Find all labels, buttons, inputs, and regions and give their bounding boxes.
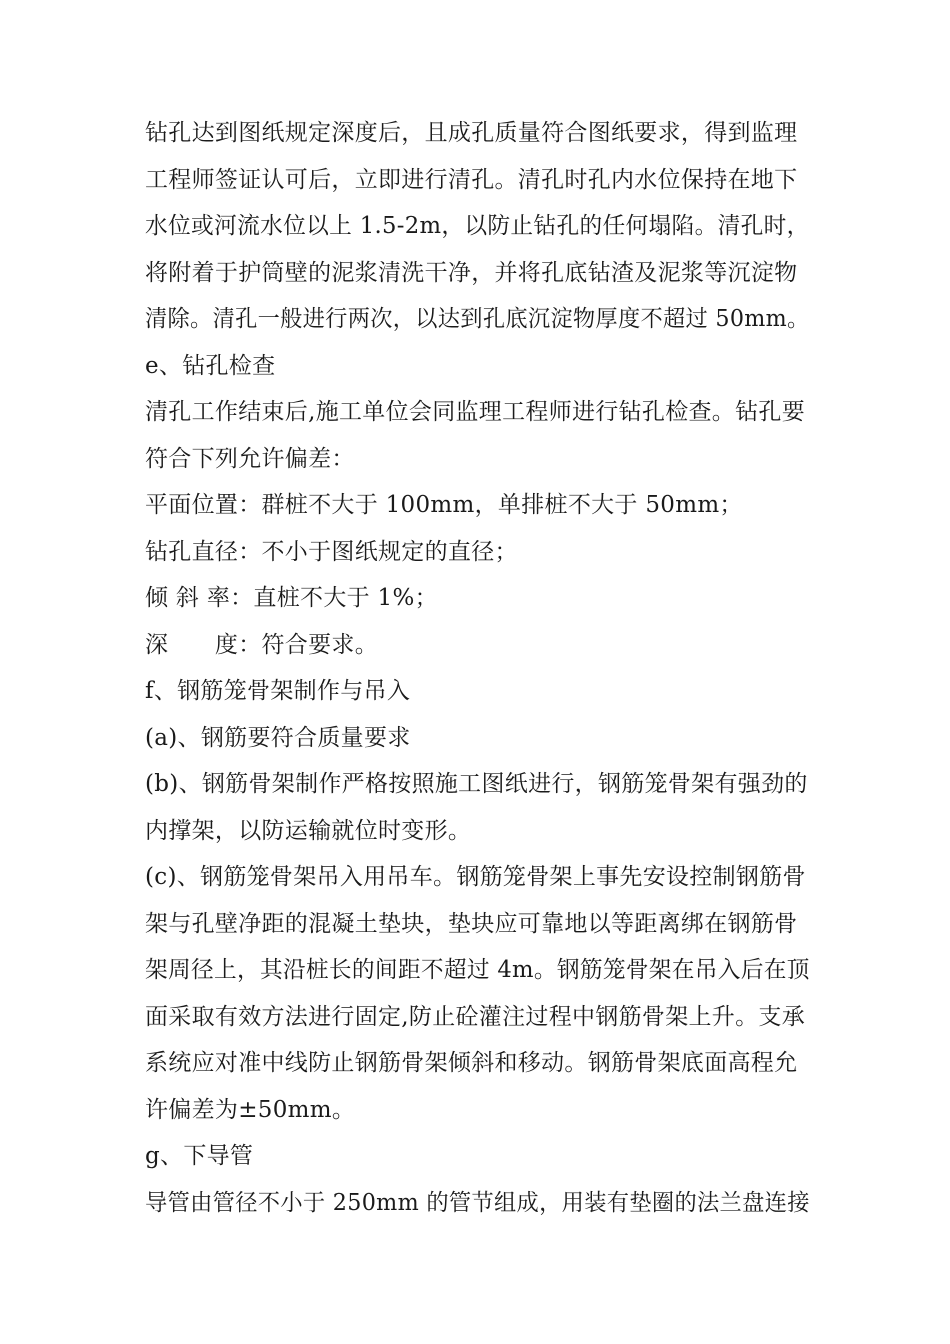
text-line: f、钢筋笼骨架制作与吊入 (145, 678, 411, 704)
paragraph (145, 529, 810, 576)
text-line: 许偏差为±50mm。 (145, 1096, 356, 1123)
text-line: (b)、钢筋骨架制作严格按照施工图纸进行，钢筋笼骨架有强劲的 (145, 771, 808, 797)
text-line: 内撑架，以防运输就位时变形。 (145, 817, 472, 844)
text-line: 清孔工作结束后,施工单位会同监理工程师进行钻孔检查。钻孔要 (145, 399, 806, 425)
text-line: 钻孔达到图纸规定深度后，且成孔质量符合图纸要求，得到监理 (145, 120, 798, 146)
paragraph (145, 482, 810, 529)
paragraph (145, 854, 810, 1133)
paragraph (145, 622, 810, 669)
text-line: 系统应对准中线防止钢筋骨架倾斜和移动。钢筋骨架底面高程允 (145, 1050, 798, 1076)
text-line: g、下导管 (145, 1143, 254, 1169)
paragraph (145, 761, 810, 854)
text-line: 平面位置：群桩不大于 100mm，单排桩不大于 50mm； (145, 492, 743, 518)
document-page (145, 110, 810, 1226)
paragraph (145, 1180, 810, 1227)
text-line: 倾 斜 率：直桩不大于 1%； (145, 585, 438, 611)
text-line: (a)、钢筋要符合质量要求 (145, 724, 411, 751)
text-line: 深 度：符合要求。 (145, 631, 378, 658)
text-line: 清除。清孔一般进行两次，以达到孔底沉淀物厚度不超过 50mm。 (145, 306, 810, 332)
text-line: 水位或河流水位以上 1.5-2m，以防止钻孔的任何塌陷。清孔时， (145, 213, 810, 239)
text-line: 钻孔直径：不小于图纸规定的直径； (145, 538, 518, 565)
paragraph (145, 1133, 810, 1180)
paragraph (145, 575, 810, 622)
paragraph (145, 389, 810, 482)
paragraph (145, 343, 810, 390)
text-line: 工程师签证认可后，立即进行清孔。清孔时孔内水位保持在地下 (145, 166, 798, 193)
text-line: 符合下列允许偏差： (145, 445, 355, 472)
text-line: 将附着于护筒壁的泥浆清洗干净，并将孔底钻渣及泥浆等沉淀物 (145, 259, 798, 286)
text-line: (c)、钢筋笼骨架吊入用吊车。钢筋笼骨架上事先安设控制钢筋骨 (145, 864, 806, 890)
paragraph (145, 715, 810, 762)
text-line: 架与孔壁净距的混凝土垫块，垫块应可靠地以等距离绑在钢筋骨 (145, 910, 798, 937)
paragraph (145, 110, 810, 343)
text-line: 面采取有效方法进行固定,防止砼灌注过程中钢筋骨架上升。支承 (145, 1003, 806, 1030)
text-line: 导管由管径不小于 250mm 的管节组成，用装有垫圈的法兰盘连接 (145, 1189, 810, 1216)
text-line: e、钻孔检查 (145, 352, 276, 379)
text-line: 架周径上，其沿桩长的间距不超过 4m。钢筋笼骨架在吊入后在顶 (145, 957, 810, 983)
paragraph (145, 668, 810, 715)
